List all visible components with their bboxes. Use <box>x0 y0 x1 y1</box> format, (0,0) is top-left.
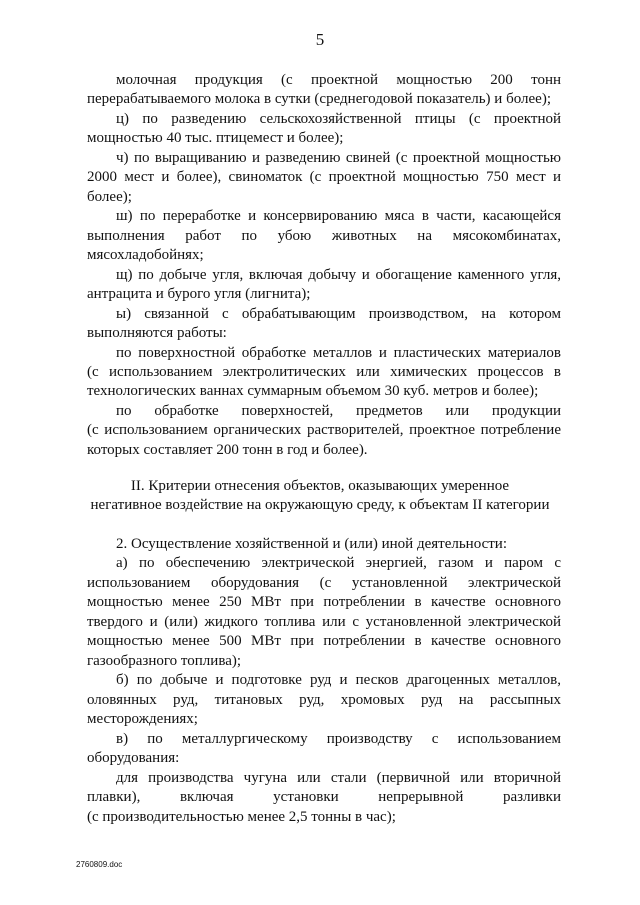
text-line: по обработке поверхностей, предметов или продукции <box>116 403 561 419</box>
page-number: 5 <box>315 30 325 49</box>
text-line: по поверхностной обработке металлов и пластических материалов <box>116 345 561 361</box>
text-line: 2. Осуществление хозяйственной и (или) иной деятельности: <box>116 536 507 552</box>
text-line: которых составляет 200 тонн в год и более). <box>87 442 368 458</box>
text-line: мощностью менее 250 МВт при потреблении в качестве основного <box>87 594 561 610</box>
footer-filename: 2760809.doc <box>76 860 123 869</box>
text-line: выполняются работы: <box>87 325 227 341</box>
text-line: молочная продукция (с проектной мощностью 200 тонн <box>116 72 561 88</box>
text-line: мощностью менее 500 МВт при потреблении в качестве основного <box>87 633 561 649</box>
text-line: в) по металлургическому производству с использованием <box>116 731 561 747</box>
text-line: перерабатываемого молока в сутки (среднегодовой показатель) и более); <box>87 91 551 107</box>
text-line: (с использованием органических растворителей, проектное потребление <box>87 422 561 438</box>
text-line: технологических ваннах суммарным объемом 30 куб. метров и более); <box>87 383 539 399</box>
text-line: газообразного топлива); <box>87 653 242 669</box>
text-line: (с производительностью менее 2,5 тонны в час); <box>87 809 396 825</box>
text-line: ы) связанной с обрабатывающим производством, на котором <box>116 306 561 322</box>
text-line: месторождениях; <box>87 711 198 727</box>
text-line: ц) по разведению сельскохозяйственной птицы (с проектной <box>116 111 561 127</box>
text-line: антрацита и бурого угля (лигнита); <box>87 286 311 302</box>
text-line: использованием оборудования (с установленной электрической <box>87 575 561 591</box>
section-heading-line: II. Критерии отнесения объектов, оказывающих умеренное <box>130 478 510 494</box>
text-line: оборудования: <box>87 750 180 766</box>
text-line: (с использованием электролитических или химических процессов в <box>87 364 561 380</box>
text-line: 2000 мест и более), свиноматок (с проектной мощностью 750 мест и <box>87 169 561 185</box>
section-heading-line: негативное воздействие на окружающую среду, к объектам II категории <box>90 497 550 513</box>
text-line: ч) по выращиванию и разведению свиней (с проектной мощностью <box>116 150 561 166</box>
text-line: для производства чугуна или стали (первичной или вторичной <box>116 770 561 786</box>
text-line: более); <box>87 189 132 205</box>
text-line: твердого и (или) жидкого топлива или с установленной электрической <box>87 614 561 630</box>
text-line: а) по обеспечению электрической энергией, газом и паром с <box>116 555 561 571</box>
text-line: б) по добыче и подготовке руд и песков драгоценных металлов, <box>116 672 561 688</box>
text-line: плавки), включая установки непрерывной разливки <box>87 789 561 805</box>
text-line: выполнения работ по убою животных на мясокомбинатах, <box>87 228 561 244</box>
text-line: мясохладобойнях; <box>87 247 204 263</box>
text-line: оловянных руд, титановых руд, хромовых руд на рассыпных <box>87 692 561 708</box>
text-line: мощностью 40 тыс. птицемест и более); <box>87 130 344 146</box>
text-line: ш) по переработке и консервированию мяса в части, касающейся <box>116 208 561 224</box>
text-line: щ) по добыче угля, включая добычу и обогащение каменного угля, <box>116 267 561 283</box>
